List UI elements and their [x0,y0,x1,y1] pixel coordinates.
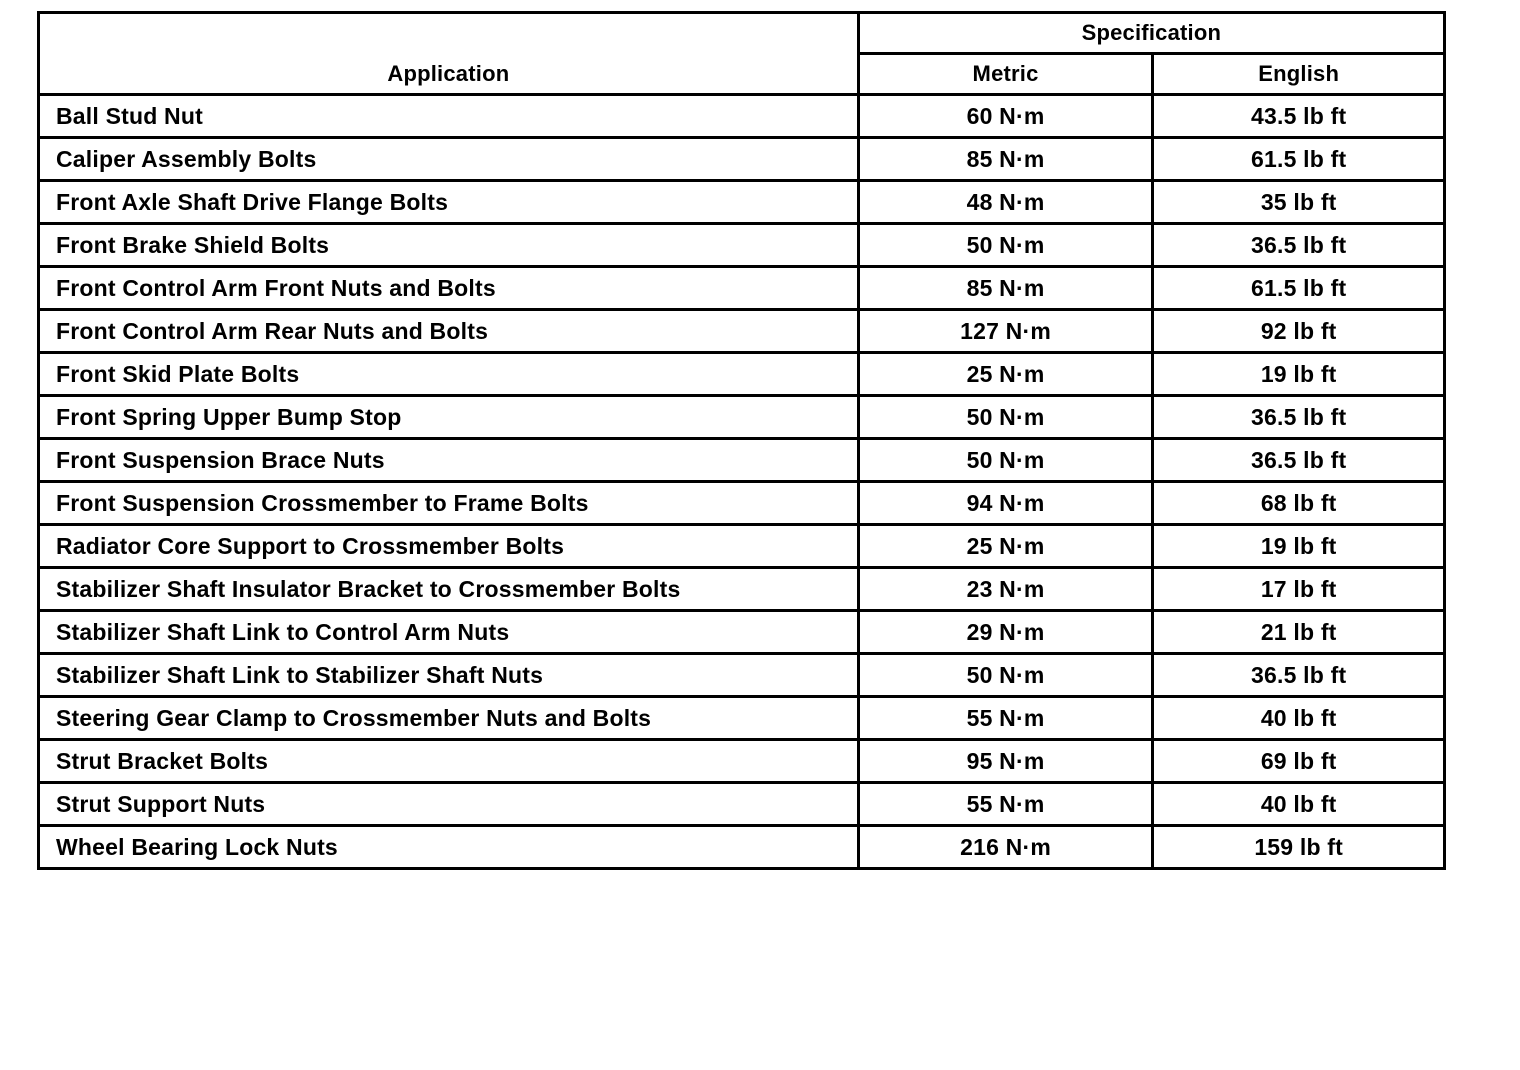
metric-cell: 55 N·m [858,697,1153,740]
application-cell: Steering Gear Clamp to Crossmember Nuts and Bolts [39,697,859,740]
table-row [39,783,1445,826]
application-cell: Front Axle Shaft Drive Flange Bolts [39,181,859,224]
metric-cell: 216 N·m [858,826,1153,869]
metric-cell: 94 N·m [858,482,1153,525]
english-cell: 68 lb ft [1153,482,1445,525]
application-cell: Front Suspension Brace Nuts [39,439,859,482]
metric-cell: 55 N·m [858,783,1153,826]
table-row [39,697,1445,740]
specification-header: Specification [858,13,1444,54]
table-row [39,181,1445,224]
english-cell: 36.5 lb ft [1153,654,1445,697]
application-cell: Stabilizer Shaft Link to Control Arm Nuts [39,611,859,654]
english-cell: 36.5 lb ft [1153,224,1445,267]
application-cell: Wheel Bearing Lock Nuts [39,826,859,869]
application-cell: Caliper Assembly Bolts [39,138,859,181]
english-header: English [1153,54,1445,95]
metric-cell: 23 N·m [858,568,1153,611]
english-cell: 40 lb ft [1153,783,1445,826]
table-row [39,654,1445,697]
table-body [39,95,1445,869]
english-cell: 35 lb ft [1153,181,1445,224]
english-cell: 69 lb ft [1153,740,1445,783]
application-cell: Stabilizer Shaft Insulator Bracket to Crossmember Bolts [39,568,859,611]
metric-cell: 60 N·m [858,95,1153,138]
metric-cell: 95 N·m [858,740,1153,783]
metric-header: Metric [858,54,1153,95]
table-row [39,310,1445,353]
metric-cell: 127 N·m [858,310,1153,353]
english-cell: 61.5 lb ft [1153,267,1445,310]
table-row [39,353,1445,396]
english-cell: 36.5 lb ft [1153,439,1445,482]
table-row [39,826,1445,869]
table-row [39,611,1445,654]
application-cell: Front Skid Plate Bolts [39,353,859,396]
application-cell: Stabilizer Shaft Link to Stabilizer Shaft Nuts [39,654,859,697]
table-row [39,267,1445,310]
application-cell: Strut Support Nuts [39,783,859,826]
table-row [39,525,1445,568]
metric-cell: 25 N·m [858,353,1153,396]
table-header [39,13,1445,95]
english-cell: 21 lb ft [1153,611,1445,654]
table-row [39,439,1445,482]
table-row [39,138,1445,181]
application-header: Application [39,13,859,95]
english-cell: 19 lb ft [1153,353,1445,396]
table-row [39,95,1445,138]
metric-cell: 29 N·m [858,611,1153,654]
english-cell: 92 lb ft [1153,310,1445,353]
application-cell: Strut Bracket Bolts [39,740,859,783]
application-cell: Front Suspension Crossmember to Frame Bolts [39,482,859,525]
metric-cell: 85 N·m [858,138,1153,181]
english-cell: 40 lb ft [1153,697,1445,740]
metric-cell: 50 N·m [858,224,1153,267]
table-row [39,740,1445,783]
application-cell: Front Control Arm Rear Nuts and Bolts [39,310,859,353]
english-cell: 43.5 lb ft [1153,95,1445,138]
metric-cell: 48 N·m [858,181,1153,224]
table-row [39,396,1445,439]
english-cell: 36.5 lb ft [1153,396,1445,439]
application-cell: Front Brake Shield Bolts [39,224,859,267]
english-cell: 19 lb ft [1153,525,1445,568]
torque-specification-table [37,11,1446,870]
application-cell: Front Control Arm Front Nuts and Bolts [39,267,859,310]
metric-cell: 50 N·m [858,396,1153,439]
english-cell: 17 lb ft [1153,568,1445,611]
application-cell: Radiator Core Support to Crossmember Bolts [39,525,859,568]
metric-cell: 25 N·m [858,525,1153,568]
table-row [39,224,1445,267]
header-row-top [39,13,1445,54]
metric-cell: 50 N·m [858,439,1153,482]
metric-cell: 50 N·m [858,654,1153,697]
english-cell: 61.5 lb ft [1153,138,1445,181]
english-cell: 159 lb ft [1153,826,1445,869]
table-row [39,482,1445,525]
application-cell: Front Spring Upper Bump Stop [39,396,859,439]
metric-cell: 85 N·m [858,267,1153,310]
application-cell: Ball Stud Nut [39,95,859,138]
table-row [39,568,1445,611]
